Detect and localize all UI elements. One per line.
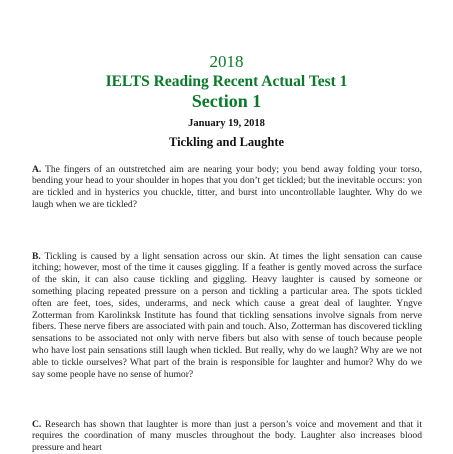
paragraph-label: C. [32, 418, 42, 430]
paragraph-label: B. [32, 250, 41, 262]
paragraph-a [32, 164, 422, 211]
date-line: January 19, 2018 [188, 118, 265, 129]
article-title: Tickling and Laughte [168, 135, 285, 149]
paragraph-text: The fingers of an outstretched aim are nearing your body; you bend away folding your torso, bending your head to your shoulder in hopes that you don’t get tickled; but the inevitable occurs: yon are tickled and in hysterics you chuckle, titter, and burst into uncontrollable laughter. Why do we laugh when we are tickled? [32, 163, 422, 210]
test-title: IELTS Reading Recent Actual Test 1 [105, 73, 348, 90]
section-heading: Section 1 [191, 91, 262, 111]
paragraph-text: Research has shown that laughter is more than just a person’s voice and movement and that it requires the coordination of many muscles throughout the body. Laughter also increases blood pressure and heart [32, 418, 422, 454]
year-heading: 2018 [209, 52, 244, 71]
paragraph-text: Tickling is caused by a light sensation across our skin. At times the light sensation can cause itching; however, most of the time it causes giggling. If a feather is gently moved across the surface of the skin, it can also cause tickling and giggling. Heavy laughter is caused by someone or something placing repeated pressure on a person and tickling a particular area. The spots tickled often are feet, toes, sides, underarms, and neck which cause a great deal of laughter. Yngve Zotterman from Karolinksk Institute has found that tickling sensations involve signals from nerve fibers. These nerve fibers are associated with pain and touch. Also, Zotterman has discovered tickling sensations to be associated not only with nerve fibers but also with sense of touch because people who have lost pain sensations still laugh when tickled. But really, why do we laugh? Why are we not able to tickle ourselves? What part of the brain is responsible for laughter and humor? Why do we say some people have no sense of humor? [32, 250, 423, 380]
paragraph-c [32, 419, 422, 454]
paragraph-b [32, 251, 422, 381]
paragraph-label: A. [32, 163, 42, 175]
